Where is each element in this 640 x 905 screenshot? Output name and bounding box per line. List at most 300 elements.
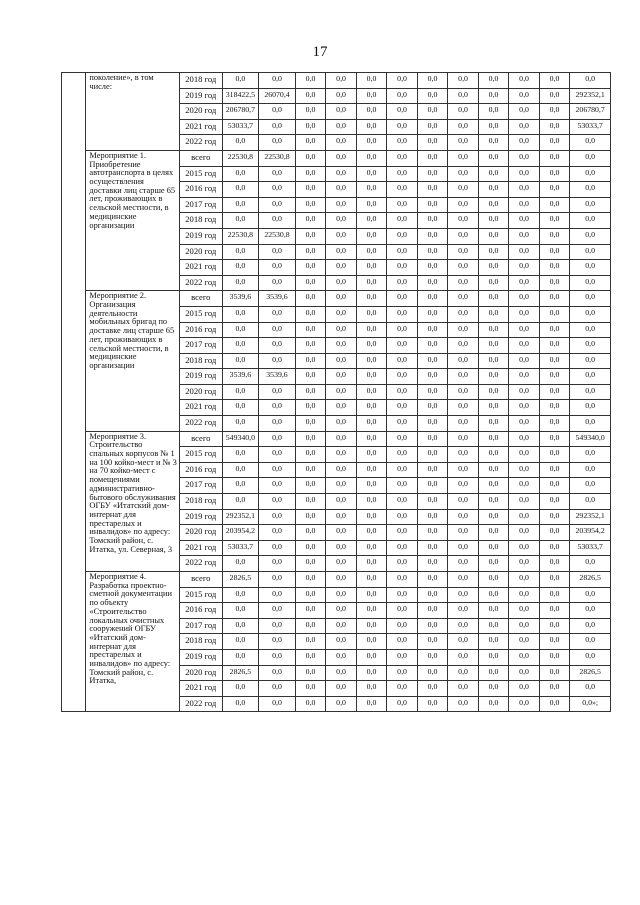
value-cell: 0,0 bbox=[448, 525, 479, 541]
value-cell: 0,0 bbox=[356, 540, 387, 556]
value-cell: 0,0 bbox=[295, 447, 326, 463]
value-cell: 0,0 bbox=[539, 135, 570, 151]
value-cell: 26070,4 bbox=[259, 88, 296, 104]
value-cell: 0,0 bbox=[448, 244, 479, 260]
year-cell: 2019 год bbox=[179, 369, 222, 385]
value-cell: 0,0 bbox=[326, 306, 357, 322]
value-cell: 0,0 bbox=[326, 431, 357, 447]
value-cell: 0,0 bbox=[326, 228, 357, 244]
value-cell: 0,0 bbox=[387, 88, 418, 104]
value-cell: 0,0 bbox=[326, 603, 357, 619]
value-cell: 0,0 bbox=[509, 306, 540, 322]
value-cell: 0,0 bbox=[326, 166, 357, 182]
value-cell: 0,0 bbox=[356, 494, 387, 510]
value-cell: 0,0 bbox=[478, 696, 509, 712]
value-cell: 0,0 bbox=[570, 618, 611, 634]
value-cell: 0,0 bbox=[356, 228, 387, 244]
value-cell: 0,0 bbox=[326, 587, 357, 603]
value-cell: 0,0 bbox=[478, 400, 509, 416]
value-cell: 0,0 bbox=[387, 603, 418, 619]
value-cell: 0,0 bbox=[356, 104, 387, 120]
value-cell: 0,0 bbox=[326, 88, 357, 104]
index-column-cell bbox=[62, 73, 86, 712]
activity-title: Мероприятие 4. Разработка проектно-сметной документации по объекту «Строительство локальных очистных сооружений ОГБУ «Итатский дом-интернат для престарелых и инвалидов» по адресу: Томский район, с. Итатка, bbox=[86, 572, 180, 712]
value-cell: 0,0 bbox=[539, 400, 570, 416]
value-cell: 0,0 bbox=[326, 556, 357, 572]
value-cell: 22530,8 bbox=[222, 150, 259, 166]
value-cell: 0,0 bbox=[326, 197, 357, 213]
value-cell: 0,0 bbox=[387, 306, 418, 322]
value-cell: 0,0 bbox=[448, 73, 479, 89]
value-cell: 0,0 bbox=[539, 275, 570, 291]
value-cell: 0,0 bbox=[509, 462, 540, 478]
value-cell: 0,0 bbox=[448, 634, 479, 650]
table-row bbox=[62, 572, 611, 588]
value-cell: 0,0 bbox=[259, 306, 296, 322]
value-cell: 0,0 bbox=[417, 135, 448, 151]
value-cell: 0,0 bbox=[356, 119, 387, 135]
value-cell: 0,0 bbox=[326, 275, 357, 291]
value-cell: 0,0 bbox=[539, 681, 570, 697]
value-cell: 0,0 bbox=[326, 525, 357, 541]
value-cell: 0,0 bbox=[539, 166, 570, 182]
value-cell: 0,0 bbox=[417, 213, 448, 229]
value-cell: 0,0 bbox=[387, 556, 418, 572]
year-cell: 2016 год bbox=[179, 603, 222, 619]
value-cell: 0,0 bbox=[259, 572, 296, 588]
value-cell: 0,0 bbox=[295, 135, 326, 151]
value-cell: 0,0 bbox=[387, 338, 418, 354]
value-cell: 0,0 bbox=[539, 462, 570, 478]
value-cell: 0,0 bbox=[509, 322, 540, 338]
value-cell: 0,0 bbox=[326, 400, 357, 416]
value-cell: 2826,5 bbox=[222, 665, 259, 681]
table-row bbox=[62, 150, 611, 166]
value-cell: 0,0 bbox=[295, 572, 326, 588]
value-cell: 2826,5 bbox=[222, 572, 259, 588]
value-cell: 3539,6 bbox=[259, 369, 296, 385]
value-cell: 0,0 bbox=[259, 447, 296, 463]
value-cell: 0,0 bbox=[478, 353, 509, 369]
value-cell: 0,0 bbox=[509, 197, 540, 213]
value-cell: 0,0 bbox=[295, 696, 326, 712]
value-cell: 0,0 bbox=[356, 73, 387, 89]
value-cell: 0,0 bbox=[539, 384, 570, 400]
year-cell: 2020 год bbox=[179, 665, 222, 681]
value-cell: 22530,8 bbox=[222, 228, 259, 244]
value-cell: 318422,5 bbox=[222, 88, 259, 104]
value-cell: 0,0 bbox=[417, 150, 448, 166]
value-cell: 0,0 bbox=[539, 478, 570, 494]
value-cell: 206780,7 bbox=[222, 104, 259, 120]
value-cell: 0,0 bbox=[570, 73, 611, 89]
value-cell: 0,0 bbox=[259, 275, 296, 291]
value-cell: 0,0 bbox=[295, 306, 326, 322]
value-cell: 0,0 bbox=[259, 104, 296, 120]
value-cell: 0,0 bbox=[387, 431, 418, 447]
value-cell: 0,0 bbox=[326, 494, 357, 510]
year-cell: всего bbox=[179, 431, 222, 447]
value-cell: 0,0 bbox=[387, 634, 418, 650]
year-cell: 2021 год bbox=[179, 400, 222, 416]
value-cell: 0,0 bbox=[295, 338, 326, 354]
year-cell: 2022 год bbox=[179, 416, 222, 432]
value-cell: 0,0 bbox=[417, 73, 448, 89]
year-cell: всего bbox=[179, 572, 222, 588]
value-cell: 0,0 bbox=[478, 150, 509, 166]
value-cell: 0,0 bbox=[387, 494, 418, 510]
value-cell: 0,0 bbox=[509, 150, 540, 166]
value-cell: 0,0 bbox=[295, 603, 326, 619]
year-cell: 2021 год bbox=[179, 119, 222, 135]
value-cell: 0,0 bbox=[539, 228, 570, 244]
value-cell: 0,0 bbox=[570, 353, 611, 369]
value-cell: 0,0 bbox=[387, 182, 418, 198]
value-cell: 0,0 bbox=[539, 213, 570, 229]
value-cell: 0,0 bbox=[222, 447, 259, 463]
value-cell: 0,0 bbox=[570, 228, 611, 244]
value-cell: 0,0 bbox=[356, 150, 387, 166]
value-cell: 0,0 bbox=[478, 618, 509, 634]
value-cell: 0,0 bbox=[387, 462, 418, 478]
value-cell: 0,0 bbox=[417, 275, 448, 291]
value-cell: 53033,7 bbox=[222, 119, 259, 135]
value-cell: 0,0 bbox=[356, 572, 387, 588]
value-cell: 0,0 bbox=[417, 431, 448, 447]
value-cell: 0,0 bbox=[478, 244, 509, 260]
value-cell: 0,0 bbox=[417, 681, 448, 697]
value-cell: 2826,5 bbox=[570, 572, 611, 588]
value-cell: 0,0 bbox=[222, 322, 259, 338]
value-cell: 0,0 bbox=[222, 353, 259, 369]
value-cell: 0,0 bbox=[259, 603, 296, 619]
value-cell: 0,0 bbox=[326, 384, 357, 400]
value-cell: 0,0 bbox=[448, 166, 479, 182]
value-cell: 0,0 bbox=[509, 244, 540, 260]
value-cell: 0,0 bbox=[295, 681, 326, 697]
value-cell: 0,0 bbox=[539, 291, 570, 307]
value-cell: 0,0 bbox=[509, 447, 540, 463]
value-cell: 0,0 bbox=[259, 431, 296, 447]
value-cell: 0,0 bbox=[387, 260, 418, 276]
value-cell: 0,0 bbox=[509, 634, 540, 650]
value-cell: 0,0 bbox=[387, 509, 418, 525]
activity-title: Мероприятие 2. Организация деятельности мобильных бригад по доставке лиц старше 65 лет, проживающих в сельской местности, в медицинские организации bbox=[86, 291, 180, 431]
value-cell: 0,0 bbox=[570, 649, 611, 665]
value-cell: 0,0 bbox=[222, 696, 259, 712]
value-cell: 0,0 bbox=[478, 322, 509, 338]
value-cell: 0,0 bbox=[509, 73, 540, 89]
value-cell: 0,0 bbox=[326, 119, 357, 135]
value-cell: 0,0 bbox=[448, 478, 479, 494]
value-cell: 0,0 bbox=[509, 540, 540, 556]
value-cell: 0,0 bbox=[478, 681, 509, 697]
value-cell: 0,0 bbox=[478, 275, 509, 291]
year-cell: 2018 год bbox=[179, 494, 222, 510]
value-cell: 0,0 bbox=[448, 587, 479, 603]
year-cell: 2017 год bbox=[179, 197, 222, 213]
value-cell: 0,0 bbox=[448, 150, 479, 166]
value-cell: 0,0 bbox=[295, 416, 326, 432]
value-cell: 0,0 bbox=[222, 478, 259, 494]
value-cell: 0,0 bbox=[259, 681, 296, 697]
value-cell: 0,0 bbox=[417, 384, 448, 400]
value-cell: 0,0 bbox=[326, 322, 357, 338]
value-cell: 0,0 bbox=[295, 509, 326, 525]
value-cell: 0,0 bbox=[326, 696, 357, 712]
value-cell: 3539,6 bbox=[222, 369, 259, 385]
value-cell: 0,0 bbox=[509, 166, 540, 182]
value-cell: 0,0 bbox=[295, 275, 326, 291]
value-cell: 0,0 bbox=[295, 260, 326, 276]
value-cell: 0,0 bbox=[417, 228, 448, 244]
value-cell: 0,0 bbox=[387, 228, 418, 244]
value-cell: 0,0 bbox=[570, 244, 611, 260]
value-cell: 0,0 bbox=[259, 400, 296, 416]
value-cell: 0,0 bbox=[387, 665, 418, 681]
value-cell: 0,0 bbox=[356, 306, 387, 322]
value-cell: 0,0 bbox=[387, 478, 418, 494]
value-cell: 0,0 bbox=[295, 634, 326, 650]
value-cell: 0,0 bbox=[222, 494, 259, 510]
value-cell: 0,0 bbox=[387, 618, 418, 634]
budget-table bbox=[61, 72, 611, 712]
value-cell: 0,0 bbox=[387, 213, 418, 229]
value-cell: 206780,7 bbox=[570, 104, 611, 120]
value-cell: 0,0 bbox=[448, 119, 479, 135]
value-cell: 0,0 bbox=[356, 431, 387, 447]
value-cell: 0,0 bbox=[387, 322, 418, 338]
value-cell: 0,0 bbox=[509, 400, 540, 416]
value-cell: 0,0 bbox=[417, 572, 448, 588]
value-cell: 53033,7 bbox=[570, 540, 611, 556]
value-cell: 0,0 bbox=[448, 416, 479, 432]
value-cell: 0,0 bbox=[222, 649, 259, 665]
value-cell: 0,0 bbox=[259, 213, 296, 229]
value-cell: 0,0 bbox=[509, 260, 540, 276]
value-cell: 292352,1 bbox=[222, 509, 259, 525]
year-cell: 2016 год bbox=[179, 462, 222, 478]
value-cell: 0,0 bbox=[295, 119, 326, 135]
value-cell: 0,0 bbox=[222, 275, 259, 291]
value-cell: 0,0 bbox=[295, 104, 326, 120]
value-cell: 0,0 bbox=[478, 260, 509, 276]
value-cell: 0,0 bbox=[509, 182, 540, 198]
value-cell: 0,0 bbox=[478, 369, 509, 385]
value-cell: 0,0 bbox=[326, 182, 357, 198]
value-cell: 0,0 bbox=[478, 572, 509, 588]
value-cell: 0,0 bbox=[326, 649, 357, 665]
value-cell: 0,0 bbox=[448, 197, 479, 213]
value-cell: 0,0 bbox=[539, 572, 570, 588]
value-cell: 0,0 bbox=[295, 150, 326, 166]
value-cell: 0,0 bbox=[478, 587, 509, 603]
value-cell: 0,0 bbox=[387, 416, 418, 432]
value-cell: 0,0 bbox=[295, 228, 326, 244]
value-cell: 0,0 bbox=[478, 431, 509, 447]
value-cell: 0,0 bbox=[222, 135, 259, 151]
value-cell: 203954,2 bbox=[570, 525, 611, 541]
value-cell: 0,0 bbox=[448, 509, 479, 525]
value-cell: 0,0 bbox=[259, 119, 296, 135]
value-cell: 0,0 bbox=[295, 478, 326, 494]
value-cell: 0,0 bbox=[448, 681, 479, 697]
value-cell: 0,0 bbox=[387, 353, 418, 369]
value-cell: 0,0 bbox=[539, 665, 570, 681]
value-cell: 0,0 bbox=[387, 649, 418, 665]
page-number: 17 bbox=[312, 44, 328, 60]
value-cell: 0,0 bbox=[222, 166, 259, 182]
value-cell: 203954,2 bbox=[222, 525, 259, 541]
value-cell: 0,0 bbox=[570, 369, 611, 385]
year-cell: 2015 год bbox=[179, 166, 222, 182]
value-cell: 0,0 bbox=[448, 618, 479, 634]
value-cell: 0,0 bbox=[356, 634, 387, 650]
value-cell: 0,0 bbox=[356, 649, 387, 665]
value-cell: 0,0 bbox=[539, 353, 570, 369]
value-cell: 0,0 bbox=[478, 306, 509, 322]
value-cell: 0,0 bbox=[539, 587, 570, 603]
year-cell: 2017 год bbox=[179, 618, 222, 634]
value-cell: 0,0 bbox=[259, 618, 296, 634]
value-cell: 0,0 bbox=[326, 353, 357, 369]
value-cell: 0,0 bbox=[356, 260, 387, 276]
value-cell: 0,0 bbox=[539, 104, 570, 120]
activity-title: поколение», в том числе: bbox=[86, 73, 180, 151]
value-cell: 0,0 bbox=[259, 478, 296, 494]
value-cell: 0,0 bbox=[387, 73, 418, 89]
value-cell: 0,0 bbox=[448, 275, 479, 291]
value-cell: 0,0 bbox=[295, 494, 326, 510]
value-cell: 0,0 bbox=[509, 618, 540, 634]
value-cell: 0,0 bbox=[387, 244, 418, 260]
value-cell: 0,0 bbox=[570, 384, 611, 400]
value-cell: 0,0 bbox=[539, 447, 570, 463]
value-cell: 0,0 bbox=[509, 119, 540, 135]
value-cell: 0,0 bbox=[326, 135, 357, 151]
value-cell: 0,0 bbox=[326, 73, 357, 89]
value-cell: 0,0 bbox=[356, 416, 387, 432]
value-cell: 0,0 bbox=[417, 556, 448, 572]
value-cell: 0,0 bbox=[326, 213, 357, 229]
value-cell: 0,0 bbox=[570, 275, 611, 291]
value-cell: 0,0 bbox=[259, 665, 296, 681]
value-cell: 0,0 bbox=[387, 119, 418, 135]
value-cell: 0,0 bbox=[259, 384, 296, 400]
value-cell: 0,0 bbox=[448, 556, 479, 572]
value-cell: 0,0 bbox=[295, 88, 326, 104]
value-cell: 0,0 bbox=[387, 166, 418, 182]
value-cell: 0,0 bbox=[478, 556, 509, 572]
value-cell: 0,0 bbox=[356, 400, 387, 416]
table-row bbox=[62, 431, 611, 447]
year-cell: 2021 год bbox=[179, 540, 222, 556]
value-cell: 0,0 bbox=[326, 462, 357, 478]
value-cell: 0,0 bbox=[356, 681, 387, 697]
value-cell: 0,0 bbox=[509, 213, 540, 229]
value-cell: 0,0 bbox=[417, 197, 448, 213]
value-cell: 0,0 bbox=[356, 384, 387, 400]
value-cell: 0,0»; bbox=[570, 696, 611, 712]
value-cell: 0,0 bbox=[448, 322, 479, 338]
value-cell: 0,0 bbox=[478, 509, 509, 525]
value-cell: 0,0 bbox=[509, 291, 540, 307]
value-cell: 0,0 bbox=[570, 462, 611, 478]
value-cell: 0,0 bbox=[259, 73, 296, 89]
value-cell: 0,0 bbox=[478, 166, 509, 182]
value-cell: 0,0 bbox=[222, 416, 259, 432]
value-cell: 3539,6 bbox=[222, 291, 259, 307]
value-cell: 0,0 bbox=[259, 338, 296, 354]
value-cell: 0,0 bbox=[509, 104, 540, 120]
value-cell: 0,0 bbox=[509, 649, 540, 665]
value-cell: 0,0 bbox=[448, 572, 479, 588]
value-cell: 0,0 bbox=[417, 649, 448, 665]
value-cell: 0,0 bbox=[478, 104, 509, 120]
value-cell: 0,0 bbox=[539, 540, 570, 556]
value-cell: 0,0 bbox=[295, 182, 326, 198]
value-cell: 0,0 bbox=[417, 119, 448, 135]
value-cell: 0,0 bbox=[417, 182, 448, 198]
value-cell: 0,0 bbox=[356, 525, 387, 541]
value-cell: 549340,0 bbox=[570, 431, 611, 447]
value-cell: 0,0 bbox=[478, 634, 509, 650]
value-cell: 0,0 bbox=[539, 306, 570, 322]
value-cell: 0,0 bbox=[570, 447, 611, 463]
year-cell: 2018 год bbox=[179, 634, 222, 650]
value-cell: 0,0 bbox=[539, 556, 570, 572]
value-cell: 0,0 bbox=[570, 306, 611, 322]
value-cell: 0,0 bbox=[417, 244, 448, 260]
value-cell: 0,0 bbox=[326, 291, 357, 307]
value-cell: 0,0 bbox=[222, 603, 259, 619]
value-cell: 0,0 bbox=[356, 88, 387, 104]
value-cell: 22530,8 bbox=[259, 150, 296, 166]
year-cell: 2016 год bbox=[179, 322, 222, 338]
value-cell: 0,0 bbox=[387, 384, 418, 400]
value-cell: 0,0 bbox=[417, 306, 448, 322]
value-cell: 0,0 bbox=[356, 369, 387, 385]
value-cell: 0,0 bbox=[295, 244, 326, 260]
value-cell: 53033,7 bbox=[570, 119, 611, 135]
activity-title: Мероприятие 3. Строительство спальных корпусов № 1 на 100 койко-мест и № 3 на 70 койко-мест с помещениями административно-бытового обслуживания ОГБУ «Итатский дом-интернат для престарелых и инвалидов» по адресу: Томский район, с. Итатка, ул. Северная, 3 bbox=[86, 431, 180, 571]
value-cell: 0,0 bbox=[356, 135, 387, 151]
value-cell: 0,0 bbox=[222, 244, 259, 260]
value-cell: 0,0 bbox=[417, 400, 448, 416]
year-cell: всего bbox=[179, 291, 222, 307]
value-cell: 0,0 bbox=[509, 228, 540, 244]
value-cell: 0,0 bbox=[259, 540, 296, 556]
value-cell: 0,0 bbox=[222, 306, 259, 322]
value-cell: 0,0 bbox=[326, 369, 357, 385]
value-cell: 2826,5 bbox=[570, 665, 611, 681]
value-cell: 0,0 bbox=[570, 681, 611, 697]
value-cell: 0,0 bbox=[356, 353, 387, 369]
value-cell: 0,0 bbox=[417, 665, 448, 681]
value-cell: 0,0 bbox=[478, 462, 509, 478]
value-cell: 0,0 bbox=[570, 322, 611, 338]
value-cell: 0,0 bbox=[356, 665, 387, 681]
value-cell: 0,0 bbox=[356, 509, 387, 525]
value-cell: 0,0 bbox=[448, 462, 479, 478]
activity-title: Мероприятие 1. Приобретение автотранспорта в целях осуществления доставки лиц старше 65 лет, проживающих в сельской местности, в медицинские организации bbox=[86, 150, 180, 290]
value-cell: 0,0 bbox=[326, 416, 357, 432]
value-cell: 0,0 bbox=[448, 494, 479, 510]
value-cell: 0,0 bbox=[259, 634, 296, 650]
value-cell: 0,0 bbox=[356, 197, 387, 213]
value-cell: 0,0 bbox=[326, 244, 357, 260]
value-cell: 0,0 bbox=[356, 322, 387, 338]
